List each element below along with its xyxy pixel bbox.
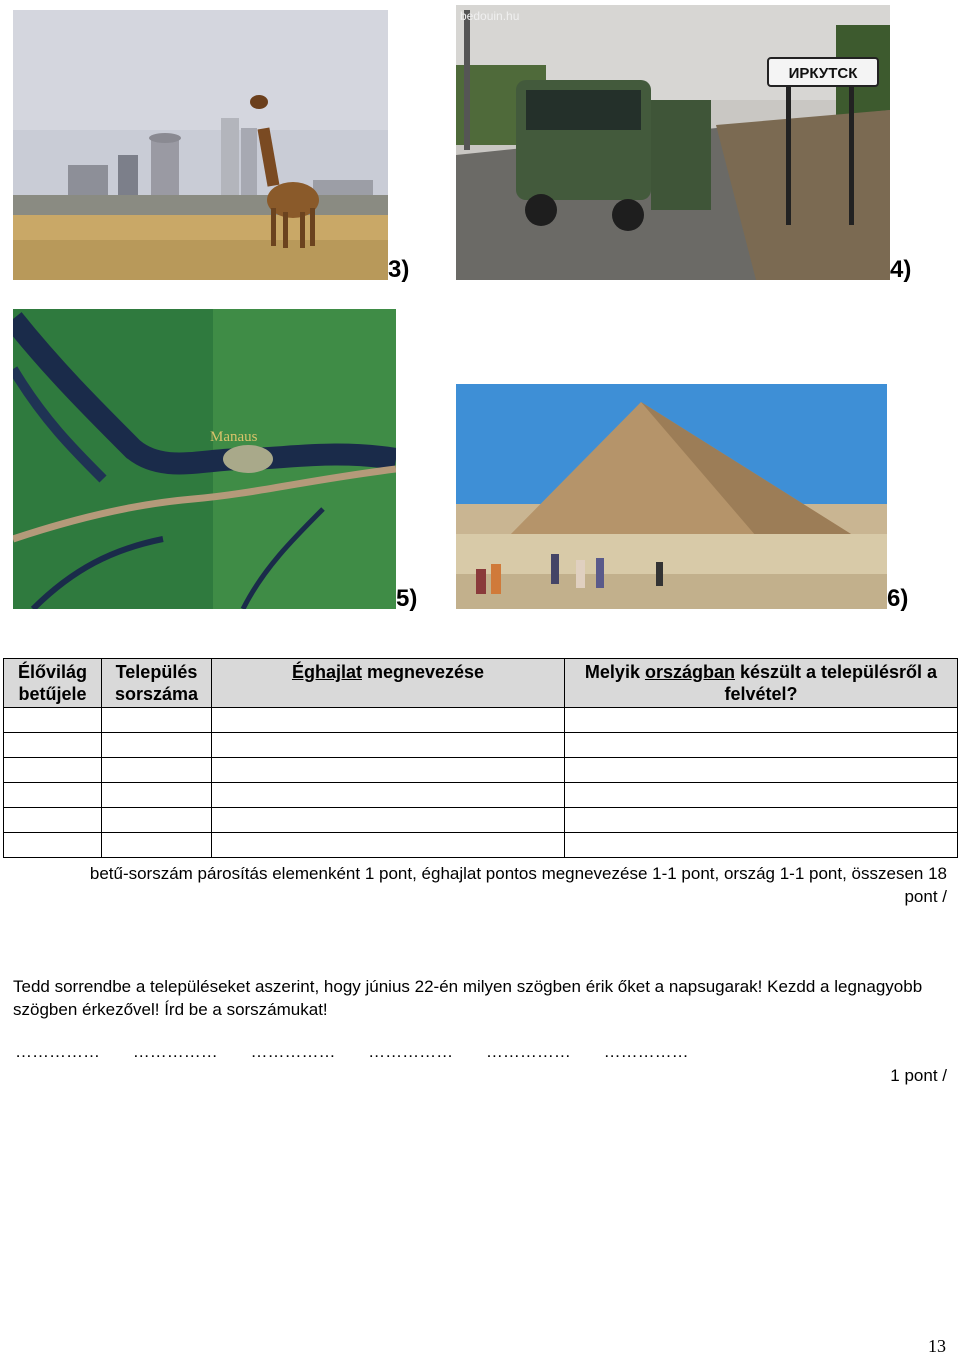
answer-cell[interactable]: [102, 808, 212, 833]
header-wildlife-letter: Élővilág betűjele: [4, 659, 102, 708]
header-country: [565, 659, 958, 708]
answer-cell[interactable]: [212, 783, 565, 808]
header-country-pre: Melyik: [584, 662, 645, 682]
header-climate-name: [212, 659, 565, 708]
table-row: [4, 833, 958, 858]
photo-number-4: 4): [890, 256, 912, 283]
answer-cell[interactable]: [4, 733, 102, 758]
answer-cell[interactable]: [565, 783, 958, 808]
irkutsk-photo: [456, 5, 890, 280]
irkutsk-sign-text: ИРКУТСК: [788, 65, 858, 82]
answer-cell[interactable]: [565, 708, 958, 733]
answer-cell[interactable]: [212, 708, 565, 733]
photo-number-5: 5): [396, 585, 418, 612]
answer-cell[interactable]: [102, 708, 212, 733]
answer-cell[interactable]: [4, 708, 102, 733]
page-number: 13: [928, 1336, 946, 1356]
answer-cell[interactable]: [4, 758, 102, 783]
answer-cell[interactable]: [565, 808, 958, 833]
photo-watermark: bedouin.hu: [460, 9, 520, 23]
table-row: [4, 758, 958, 783]
answer-cell[interactable]: [4, 833, 102, 858]
answer-cell[interactable]: [4, 808, 102, 833]
answer-cell[interactable]: [565, 758, 958, 783]
table-row: [4, 783, 958, 808]
table-row: [4, 708, 958, 733]
header-country-rest: készült a településről a felvétel?: [724, 662, 938, 704]
header-settlement-number: Település sorszáma: [102, 659, 212, 708]
pyramid-photo: [456, 384, 887, 609]
table-row: [4, 808, 958, 833]
answer-cell[interactable]: [212, 733, 565, 758]
scoring-note: betű-sorszám párosítás elemenként 1 pont, éghajlat pontos megnevezése 1-1 pont, ország 1-1 pont, összesen 18 pont /: [89, 864, 947, 906]
table-row: [4, 733, 958, 758]
manaus-satellite-photo: [13, 309, 396, 609]
answer-cell[interactable]: [102, 733, 212, 758]
answer-cell[interactable]: [565, 833, 958, 858]
answer-cell[interactable]: [565, 733, 958, 758]
answer-cell[interactable]: [212, 808, 565, 833]
photo-number-3: 3): [388, 256, 410, 283]
task-instruction: Tedd sorrendbe a településeket aszerint, hogy június 22-én milyen szögben érik őket a napsugarak! Kezdd a legnagyobb szögben érkezővel! Írd be a sorszámukat!: [13, 977, 923, 1019]
answer-cell[interactable]: [102, 783, 212, 808]
giraffe-photo: [13, 10, 388, 280]
answer-table: [3, 658, 958, 858]
photo-number-6: 6): [887, 585, 909, 612]
answer-cell[interactable]: [4, 783, 102, 808]
manaus-map-label: Manaus: [210, 429, 258, 445]
task-points: 1 pont /: [890, 1066, 947, 1085]
answer-cell[interactable]: [102, 758, 212, 783]
header-country-underlined: országban: [644, 662, 735, 682]
answer-cell[interactable]: [212, 833, 565, 858]
header-climate-underlined: Éghajlat: [291, 662, 362, 682]
answer-dots[interactable]: …………… …………… …………… …………… …………… ……………: [15, 1042, 689, 1061]
header-climate-rest: megnevezése: [361, 662, 485, 682]
answer-table-header-row: [4, 659, 958, 708]
answer-cell[interactable]: [102, 833, 212, 858]
answer-cell[interactable]: [212, 758, 565, 783]
